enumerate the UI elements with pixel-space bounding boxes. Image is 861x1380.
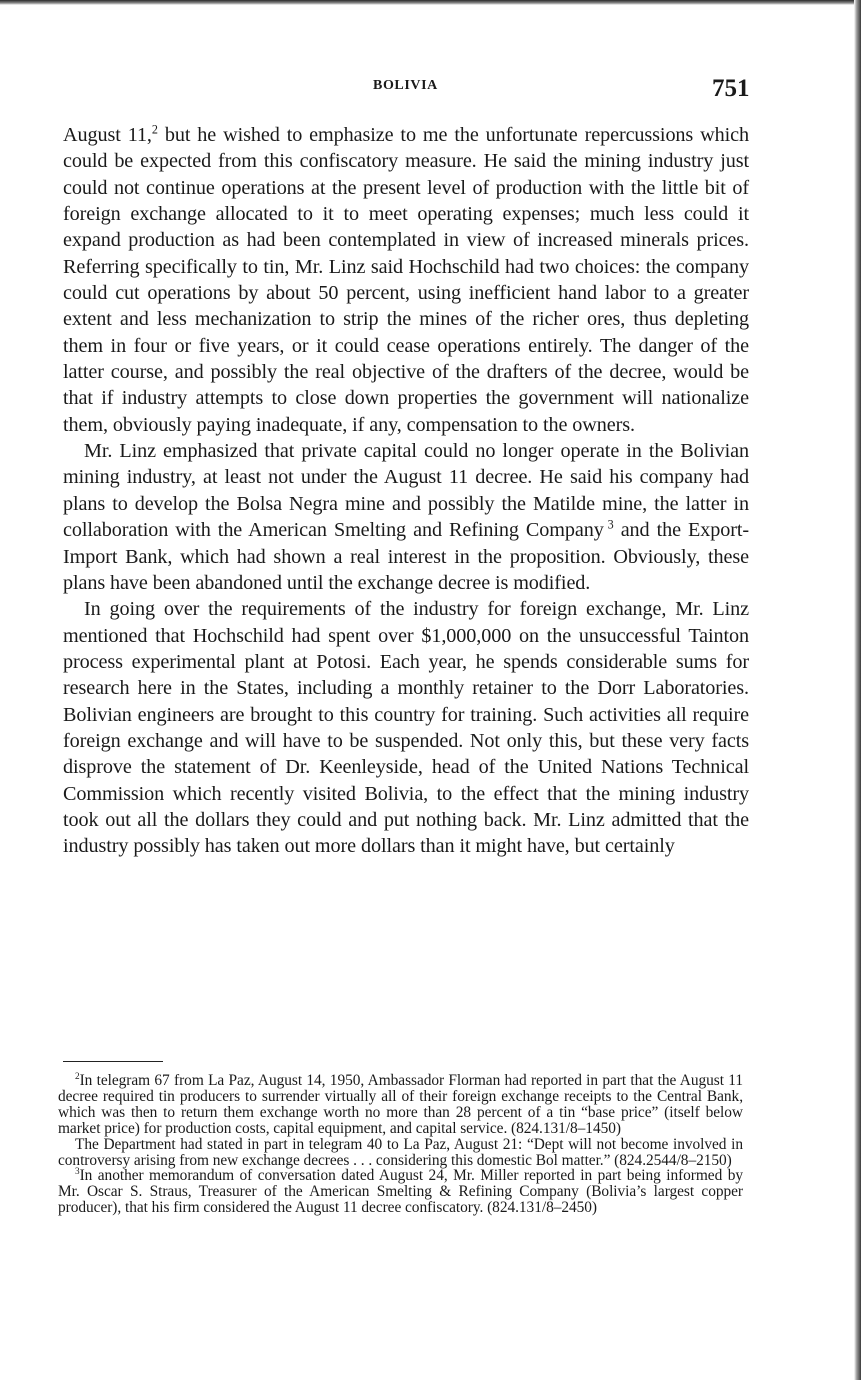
footnote-2 bbox=[58, 1070, 743, 1137]
body-paragraph-2 bbox=[63, 438, 749, 596]
page-number: 751 bbox=[712, 75, 750, 102]
paragraph-text: and the Export-Import Bank, which had shown a real interest in the proposition. Obviously, these plans have been abandoned until the exchange decree is modified. bbox=[63, 519, 749, 594]
scan-edge-right bbox=[854, 0, 861, 1380]
footnote-divider bbox=[63, 1061, 163, 1062]
body-paragraph-3 bbox=[63, 596, 749, 859]
body-paragraph-1 bbox=[63, 122, 749, 438]
footnote-text: In another memorandum of conversation dated August 24, Mr. Miller reported in part being informed by Mr. Oscar S. Straus, Treasurer of the American Smelting & Refining Company (Bolivia’s largest copper producer), that his firm considered the August 11 decree confiscatory. (824.131/8–2450) bbox=[58, 1167, 743, 1217]
footnote-marker: 3 bbox=[75, 1166, 80, 1177]
footnote-3 bbox=[58, 1168, 743, 1216]
body-text bbox=[63, 122, 749, 860]
footnote-ref-2: 2 bbox=[151, 122, 158, 137]
scan-edge-top bbox=[0, 0, 861, 5]
footnote-ref-3: 3 bbox=[607, 517, 614, 532]
footnote-2-continued bbox=[58, 1137, 743, 1169]
footnote-marker: 2 bbox=[75, 1070, 80, 1081]
running-head: BOLIVIA bbox=[373, 78, 438, 93]
paragraph-text: Mr. Linz emphasized that private capital could no longer operate in the Bolivian mining industry, at least not under the August 11 decree. He said his company had plans to develop the Bolsa Negra mine and possibly the Matilde mine, the latter in collaboration with the American Smelting and Refining Company bbox=[63, 440, 749, 542]
paragraph-text: but he wished to emphasize to me the unfortunate repercussions which could be expected from this confiscatory measure. He said the mining industry just could not continue operations at the present level of production with the little bit of foreign exchange allocated to it to meet operating expenses; much less could it expand production as had been contemplated in view of increased minerals prices. Referring specifically to tin, Mr. Linz said Hochschild had two choices: the company could cut operations by about 50 percent, using inefficient hand labor to a greater extent and less mechanization to strip the mines of the richer ores, thus depleting them in four or five years, or it could cease operations entirely. The danger of the latter course, and possibly the real objective of the drafters of the decree, would be that if industry attempts to close down properties the government will nationalize them, obviously paying inadequate, if any, compensation to the owners. bbox=[63, 124, 749, 436]
paragraph-text: August 11, bbox=[63, 124, 152, 146]
footnotes bbox=[58, 1070, 743, 1217]
paragraph-text: In going over the requirements of the industry for foreign exchange, Mr. Linz mentioned that Hochschild had spent over $1,000,000 on the unsuccessful Tainton process experimental plant at Potosi. Each year, he spends considerable sums for research here in the States, including a monthly retainer to the Dorr Laboratories. Bolivian engineers are brought to this country for training. Such activities all require foreign exchange and will have to be suspended. Not only this, but these very facts disprove the statement of Dr. Keenleyside, head of the United Nations Technical Commission which recently visited Bolivia, to the effect that the mining industry took out all the dollars they could and put nothing back. Mr. Linz admitted that the industry possibly has taken out more dollars than it might have, but certainly bbox=[63, 598, 749, 858]
footnote-text: In telegram 67 from La Paz, August 14, 1950, Ambassador Florman had reported in part that the August 11 decree required tin producers to surrender virtually all of their foreign exchange receipts to the Central Bank, which was then to return them exchange worth no more than 28 percent of a tin “base price” (itself below market price) for production costs, capital equipment, and capital service. (824.131/8–1450) bbox=[58, 1072, 743, 1137]
footnote-text: The Department had stated in part in telegram 40 to La Paz, August 21: “Dept will not become involved in controversy arising from new exchange decrees . . . considering this domestic Bol matter.” (824.2544/8–2150) bbox=[58, 1135, 743, 1169]
